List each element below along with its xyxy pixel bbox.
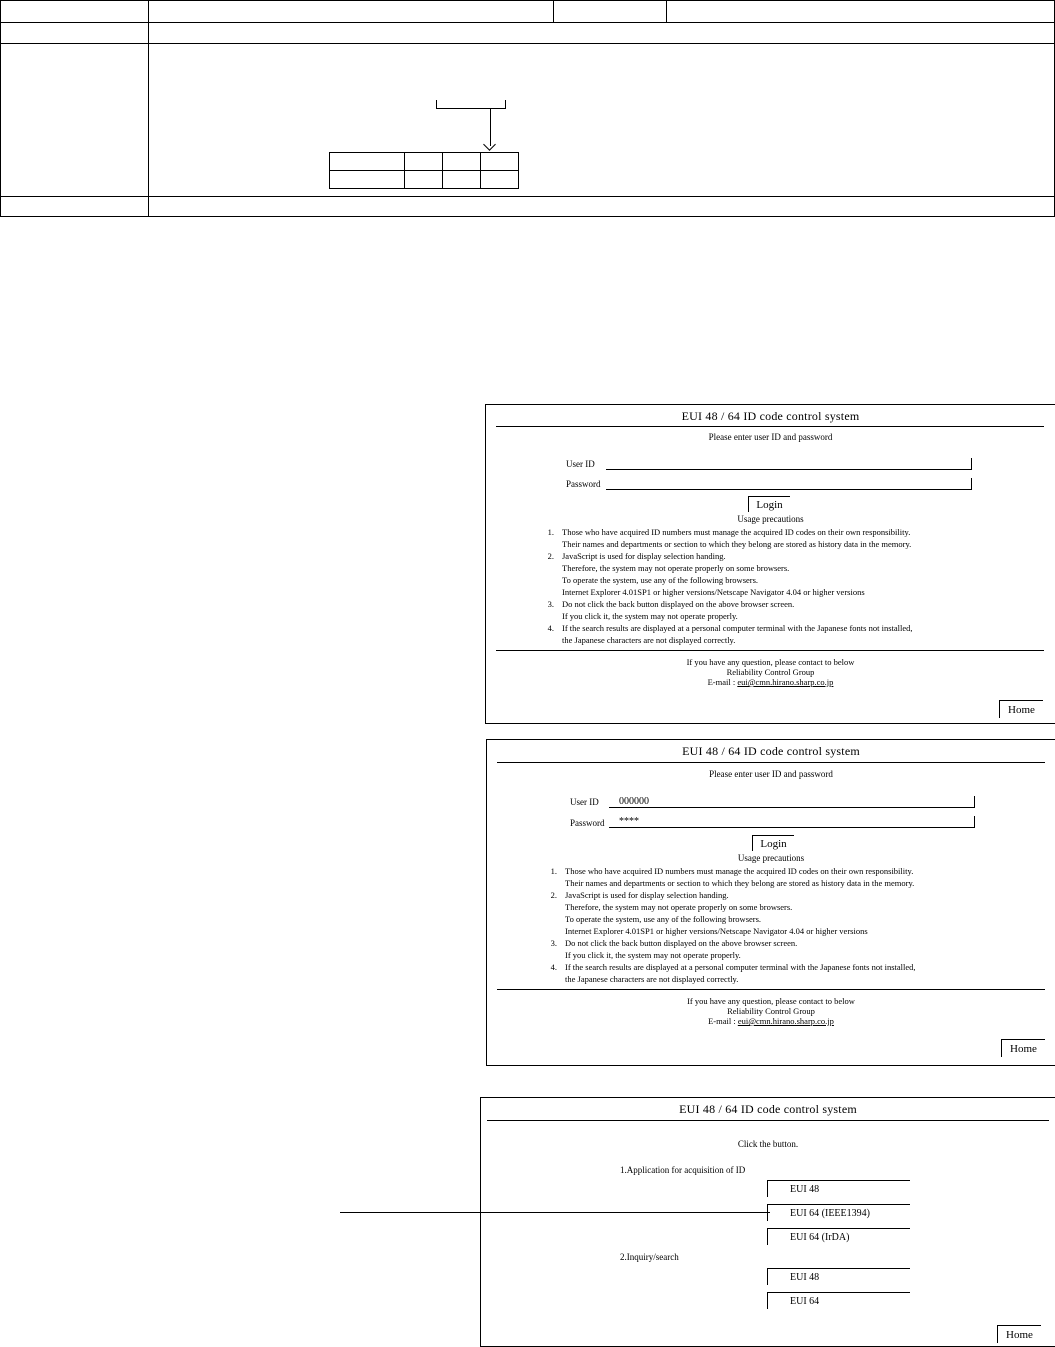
header-table: [0, 0, 1055, 217]
header-cell: [149, 1, 554, 23]
precautions-list: [534, 526, 913, 646]
header-cell: [1, 44, 149, 197]
header-cell: [1, 197, 149, 217]
contact-email-line: E-mail : eui@cmn.hirano.sharp.co.jp: [708, 1016, 834, 1026]
contact-line: Reliability Control Group: [726, 667, 815, 677]
title-divider: [487, 1120, 1049, 1121]
bracket-line: [436, 100, 506, 109]
header-row-2: [1, 23, 1055, 44]
mini-cell: [481, 153, 519, 171]
precaution-item: 1. Those who have acquired ID numbers must manage the acquired ID codes on their own responsibility. Their names and departments or section to which they belong are stored as history data in the memory.: [550, 866, 915, 888]
login-button[interactable]: Login: [752, 835, 794, 851]
mini-cell: [481, 171, 519, 189]
mini-cell: [443, 171, 481, 189]
mini-cell: [330, 153, 405, 171]
search-eui64-button[interactable]: EUI 64: [767, 1292, 910, 1309]
login-button[interactable]: Login: [748, 496, 790, 512]
menu-instruction: Click the button.: [737, 1139, 799, 1149]
precaution-item: 3. Do not click the back button displayed on the above browser screen. If you click it, the system may not operate properly.: [547, 599, 795, 621]
mini-cell: [405, 153, 443, 171]
precautions-list: [537, 865, 916, 985]
precaution-item: 4. If the search results are displayed at a personal computer terminal with the Japanese fonts not installed, the Japanese characters are not displayed correctly.: [550, 962, 916, 984]
mini-cell: [330, 171, 405, 189]
header-cell: [149, 197, 1055, 217]
header-row-4: [1, 197, 1055, 217]
contact-line: Reliability Control Group: [727, 1006, 815, 1016]
header-cell: [1, 1, 149, 23]
home-button[interactable]: Home: [1001, 1039, 1045, 1057]
header-cell: [149, 23, 1055, 44]
callout-pointer-line: [340, 1212, 770, 1213]
diagram-cell: [149, 44, 1055, 197]
contact-divider: [496, 650, 1044, 651]
password-label: Password: [566, 479, 601, 489]
contact-email-line: E-mail : eui@cmn.hirano.sharp.co.jp: [707, 677, 834, 687]
user-id-input[interactable]: [606, 458, 972, 470]
usage-title: Usage precautions: [737, 853, 805, 863]
precaution-item: 3. Do not click the back button displayed on the above browser screen. If you click it, the system may not operate properly.: [550, 938, 798, 960]
password-label: Password: [570, 818, 605, 828]
window-title: EUI 48 / 64 ID code control system: [681, 409, 860, 423]
header-cell: [667, 1, 1055, 23]
precaution-item: 4. If the search results are displayed at a personal computer terminal with the Japanese fonts not installed, the Japanese characters are not displayed correctly.: [547, 623, 913, 645]
search-eui48-button[interactable]: EUI 48: [767, 1268, 910, 1285]
password-input[interactable]: [606, 478, 972, 490]
menu-window: [480, 1097, 1055, 1347]
window-title: EUI 48 / 64 ID code control system: [682, 744, 860, 758]
header-cell: [1, 23, 149, 44]
contact-divider: [497, 989, 1045, 990]
window-title: EUI 48 / 64 ID code control system: [679, 1102, 857, 1116]
precaution-item: 2. JavaScript is used for display selection handing. Therefore, the system may not operate properly on some browsers. To operate the system, use any of the following browsers. Internet Explorer 4.01SP1 or higher versions/Netscape Navigator 4.04 or higher versions: [547, 551, 865, 597]
apply-eui48-button[interactable]: EUI 48: [767, 1180, 910, 1197]
home-button[interactable]: Home: [997, 1325, 1041, 1343]
section-inquiry-heading: 2.Inquiry/search: [620, 1252, 679, 1262]
login-window-filled: [486, 739, 1055, 1066]
user-id-label: User ID: [566, 459, 595, 469]
contact-line: If you have any question, please contact to below: [686, 657, 855, 667]
header-row-3: [1, 44, 1055, 197]
mini-table: [329, 152, 519, 189]
mini-cell: [443, 153, 481, 171]
contact-block: [486, 657, 1055, 687]
header-cell: [554, 1, 667, 23]
contact-line: If you have any question, please contact to below: [687, 996, 855, 1006]
usage-title: Usage precautions: [737, 514, 804, 524]
precaution-item: 1. Those who have acquired ID numbers must manage the acquired ID codes on their own responsibility. Their names and departments or section to which they belong are stored as history data in the memory.: [547, 527, 912, 549]
mini-cell: [405, 171, 443, 189]
password-input[interactable]: ****: [609, 816, 975, 828]
email-link[interactable]: eui@cmn.hirano.sharp.co.jp: [737, 1016, 834, 1026]
section-application-heading: 1.Application for acquisition of ID: [620, 1165, 746, 1175]
title-divider: [497, 762, 1045, 763]
arrow-down-icon: [483, 138, 496, 151]
user-id-label: User ID: [570, 797, 599, 807]
precaution-item: 2. JavaScript is used for display selection handing. Therefore, the system may not operate properly on some browsers. To operate the system, use any of the following browsers. Internet Explorer 4.01SP1 or higher versions/Netscape Navigator 4.04 or higher versions: [550, 890, 868, 936]
title-divider: [496, 426, 1044, 427]
login-prompt: Please enter user ID and password: [709, 769, 833, 779]
header-row-1: [1, 1, 1055, 23]
home-button[interactable]: Home: [999, 700, 1043, 718]
contact-block: [487, 996, 1055, 1026]
login-prompt: Please enter user ID and password: [708, 432, 833, 442]
apply-eui64-irda-button[interactable]: EUI 64 (IrDA): [767, 1228, 910, 1245]
email-link[interactable]: eui@cmn.hirano.sharp.co.jp: [737, 677, 834, 687]
login-window-blank: [485, 404, 1055, 724]
apply-eui64-ieee1394-button[interactable]: EUI 64 (IEEE1394): [767, 1204, 910, 1221]
user-id-input[interactable]: 000000: [609, 796, 975, 808]
